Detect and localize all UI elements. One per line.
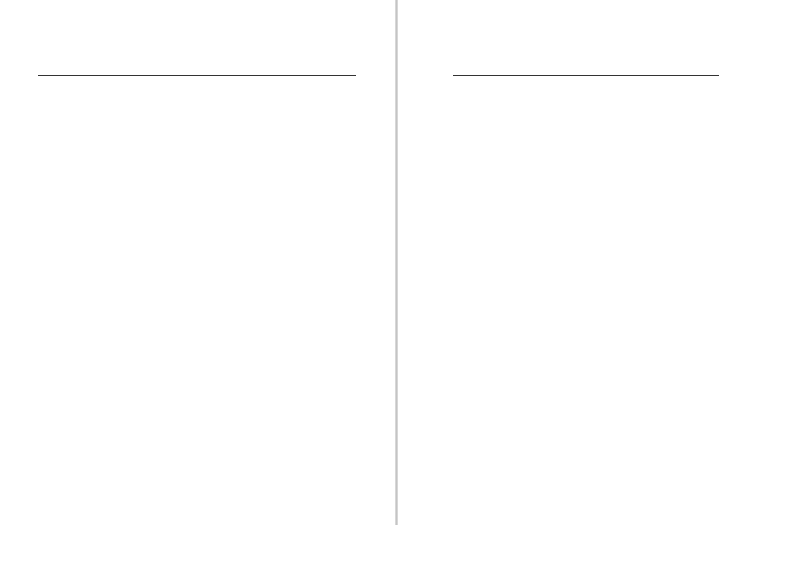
right-page: [397, 0, 793, 525]
header-rule: [38, 75, 356, 76]
header-rule: [453, 75, 719, 76]
left-page: [0, 0, 396, 525]
